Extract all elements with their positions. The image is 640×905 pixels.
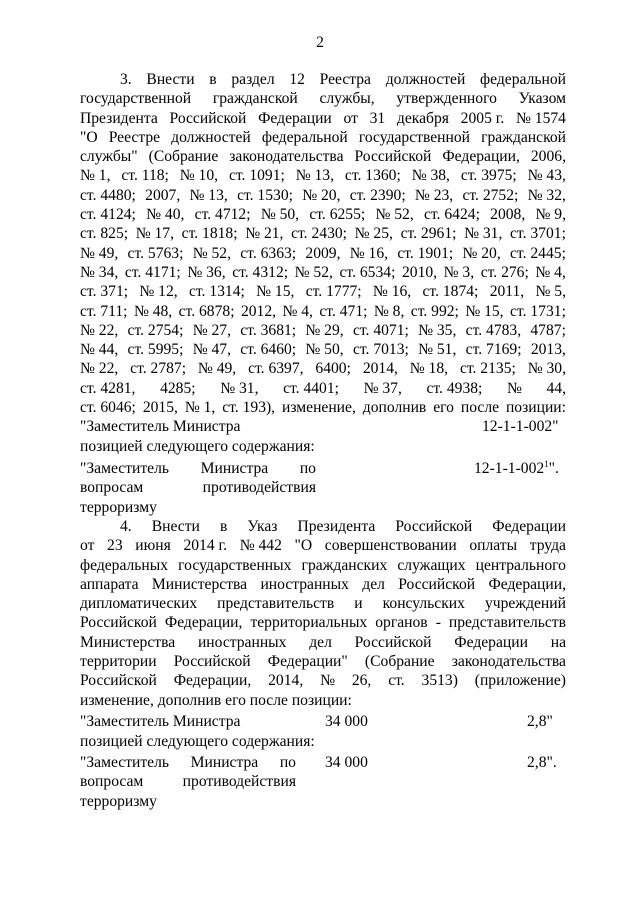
word: 2015, bbox=[142, 399, 178, 417]
word: Федерации" bbox=[267, 653, 348, 671]
word: № 5, bbox=[535, 283, 566, 301]
word: ст. 1777; bbox=[305, 283, 362, 301]
word: 26, bbox=[351, 672, 372, 690]
word: ст. 4124; bbox=[80, 206, 136, 224]
word: № 47, bbox=[192, 341, 231, 359]
word: ст. 2390; bbox=[349, 186, 406, 204]
word: ст. 5995; bbox=[127, 341, 184, 359]
word: ст. 471; bbox=[319, 302, 368, 320]
text-line bbox=[80, 244, 566, 263]
word: 2009, bbox=[305, 244, 341, 262]
word: территории bbox=[80, 653, 157, 671]
word: № 37, bbox=[363, 379, 402, 397]
word: "Заместитель bbox=[80, 460, 169, 477]
word: 2011, bbox=[489, 283, 525, 301]
word: федеральной bbox=[261, 128, 348, 146]
word: № 44, bbox=[80, 341, 119, 359]
word: ст. 1874; bbox=[422, 283, 479, 301]
word: Указ bbox=[247, 518, 278, 535]
word: ст. 6460; bbox=[240, 341, 297, 359]
word: ст. 2135; bbox=[459, 360, 516, 378]
word: "Заместитель bbox=[80, 754, 169, 771]
word: № 442 bbox=[239, 537, 282, 555]
word: Российской bbox=[80, 672, 157, 690]
word: "О bbox=[294, 537, 313, 555]
word: ст. 2430; bbox=[291, 225, 347, 243]
word: Российской bbox=[169, 109, 247, 127]
text-line bbox=[80, 575, 566, 594]
word: ст. 6363; bbox=[240, 244, 297, 262]
word: Министерства bbox=[151, 575, 248, 593]
word: 2014, bbox=[362, 360, 398, 378]
word: № 52, bbox=[192, 244, 231, 262]
word: ст. 4281, bbox=[80, 379, 136, 397]
text-line bbox=[80, 70, 566, 89]
word: гражданской bbox=[481, 128, 566, 146]
word: позиции: bbox=[505, 399, 566, 417]
word: ст. 4712; bbox=[194, 206, 251, 224]
word: № 51, bbox=[418, 341, 457, 359]
word: № 48, bbox=[133, 302, 173, 320]
word: иностранных bbox=[197, 633, 287, 651]
word: ст. 4480; bbox=[80, 186, 136, 204]
word: изменение, bbox=[282, 399, 356, 417]
word: Министра bbox=[200, 460, 269, 477]
text-line bbox=[80, 652, 566, 671]
word: ст. 118; bbox=[121, 167, 169, 185]
word: № 35, bbox=[418, 321, 457, 339]
item-4-new-position-title: "Заместитель Министра по вопросам противодействия терроризму bbox=[80, 754, 296, 810]
word: ст. 4312; bbox=[232, 263, 289, 281]
word: Федерации, bbox=[488, 575, 566, 593]
word: № 12, bbox=[139, 283, 178, 301]
text-line bbox=[80, 302, 566, 321]
word: государственной bbox=[358, 128, 470, 146]
word: № 49, bbox=[80, 244, 119, 262]
word: 12 bbox=[289, 71, 305, 88]
word: (Собрание bbox=[148, 148, 219, 166]
word: службы, bbox=[319, 90, 375, 108]
word: Российской bbox=[173, 653, 251, 671]
item-4-existing-coef: 2,8" bbox=[527, 713, 553, 730]
page-number: 2 bbox=[316, 34, 324, 51]
word: ст. 1901; bbox=[397, 244, 454, 262]
word: № 25, bbox=[354, 225, 393, 243]
word: ст. 4171; bbox=[124, 263, 181, 281]
word: дополнив bbox=[362, 399, 427, 417]
text-line bbox=[80, 671, 566, 690]
word: труда bbox=[529, 537, 566, 555]
word: ст. 4071; bbox=[352, 321, 409, 339]
word: № 29, bbox=[305, 321, 344, 339]
word: ст. 1091; bbox=[228, 167, 285, 185]
word: государственной bbox=[80, 90, 192, 108]
word: № 27, bbox=[192, 321, 231, 339]
word: № 50, bbox=[305, 341, 344, 359]
word: № 22, bbox=[80, 360, 119, 378]
word: от bbox=[80, 537, 95, 555]
word: ст. 1360; bbox=[344, 167, 401, 185]
word: иностранных bbox=[260, 575, 349, 593]
word: Российской bbox=[354, 148, 432, 166]
word: № 32, bbox=[527, 186, 566, 204]
word: по bbox=[279, 754, 296, 771]
word: Федерации, bbox=[173, 672, 252, 690]
word: № 52, bbox=[375, 206, 414, 224]
word: (приложение) bbox=[474, 672, 566, 690]
word: № bbox=[320, 672, 335, 690]
word: № 40, bbox=[146, 206, 185, 224]
word: Российской bbox=[395, 518, 473, 535]
word: № 31, bbox=[464, 225, 503, 243]
word: ст. 3681; bbox=[240, 321, 297, 339]
word: в bbox=[219, 518, 228, 535]
word: ст. 4938; bbox=[426, 379, 483, 397]
text-line bbox=[80, 556, 566, 575]
word: центрального bbox=[475, 556, 566, 574]
word: 4285; bbox=[160, 379, 196, 397]
word: № 23, bbox=[414, 186, 454, 204]
word: и bbox=[354, 595, 363, 613]
word: № 16, bbox=[372, 283, 412, 301]
word: ст. 6534; bbox=[339, 263, 396, 281]
word: законодательства bbox=[229, 148, 344, 166]
word: 4. bbox=[120, 518, 132, 535]
item-3-existing-position bbox=[80, 417, 240, 436]
word: гражданских bbox=[301, 556, 388, 574]
word: совершенствовании bbox=[324, 537, 457, 555]
word: должностей bbox=[385, 71, 466, 88]
word: Министерства bbox=[80, 633, 176, 651]
word: ст. 2961; bbox=[400, 225, 457, 243]
word: учреждений bbox=[484, 595, 566, 613]
word: 6400; bbox=[315, 360, 351, 378]
word: ст. 6878; bbox=[178, 302, 235, 320]
word: 3. bbox=[120, 71, 132, 88]
word: ст. 6046; bbox=[80, 399, 136, 417]
word: 2006, bbox=[530, 148, 566, 166]
word: ст. 1530; bbox=[237, 186, 293, 204]
word: ст. 371; bbox=[80, 283, 129, 301]
item-4-paragraph bbox=[80, 517, 566, 710]
word: 31 bbox=[369, 109, 386, 127]
text-line bbox=[80, 128, 566, 147]
word: Российской bbox=[354, 633, 432, 651]
word: № 34, bbox=[80, 263, 119, 281]
item-4-new-coef: 2,8". bbox=[527, 754, 557, 771]
word: 2014 г. bbox=[183, 537, 228, 555]
word: по bbox=[299, 460, 316, 477]
word: № 15, bbox=[256, 283, 295, 301]
word: аппарата bbox=[80, 575, 139, 593]
word: ст. 4401; bbox=[283, 379, 339, 397]
word: № 1, bbox=[184, 399, 216, 417]
word: № 22, bbox=[80, 321, 119, 339]
word: № 31, bbox=[220, 379, 259, 397]
word: службы" bbox=[80, 148, 138, 166]
word: Внести bbox=[151, 518, 200, 535]
word: ст. bbox=[388, 672, 405, 690]
word: Указом bbox=[518, 90, 566, 108]
word: июня bbox=[135, 537, 171, 555]
word: вопросам bbox=[80, 479, 144, 497]
text-line bbox=[80, 379, 566, 398]
word: № 1, bbox=[80, 167, 111, 185]
word: ст. 6424; bbox=[424, 206, 480, 224]
word: № 8, bbox=[373, 302, 405, 320]
text-line bbox=[80, 594, 566, 613]
word: 3513) bbox=[421, 672, 458, 690]
word: Министра bbox=[190, 754, 259, 771]
item-4-follow-text: позицией следующего содержания: bbox=[80, 733, 315, 750]
word: должностей bbox=[171, 128, 251, 146]
word: ст. 276; bbox=[480, 263, 529, 281]
word: № 38, bbox=[411, 167, 450, 185]
word: ст. 3701; bbox=[510, 225, 566, 243]
word: Федерации, bbox=[442, 148, 520, 166]
word: гражданской bbox=[212, 90, 298, 108]
word: законодательства bbox=[451, 653, 566, 671]
word: № 13, bbox=[189, 186, 228, 204]
word: Федерации bbox=[492, 518, 566, 535]
text-line bbox=[80, 359, 566, 378]
text-line bbox=[80, 321, 566, 340]
word: органов bbox=[375, 614, 428, 632]
item-4-text bbox=[80, 517, 566, 691]
word: "О bbox=[80, 128, 98, 146]
text-line bbox=[80, 517, 566, 536]
word: ст. 2752; bbox=[462, 186, 519, 204]
word: дипломатических bbox=[80, 595, 198, 613]
word: ст. 6397, bbox=[248, 360, 304, 378]
word: ст. 3975; bbox=[460, 167, 517, 185]
word: ст. 2754; bbox=[127, 321, 184, 339]
word: № 18, bbox=[409, 360, 449, 378]
text-line bbox=[80, 224, 566, 243]
word: № 36, bbox=[187, 263, 226, 281]
word: 2010, bbox=[401, 263, 438, 281]
text-line bbox=[80, 186, 566, 205]
item-4-new-salary: 34 000 bbox=[325, 754, 368, 771]
word: утвержденного bbox=[396, 90, 497, 108]
word: № bbox=[506, 379, 522, 397]
word: № 10, bbox=[179, 167, 219, 185]
word: федеральных bbox=[80, 556, 169, 574]
word: (Собрание bbox=[364, 653, 435, 671]
text-line bbox=[80, 340, 566, 359]
word: 44, bbox=[546, 379, 566, 397]
word: противодействия bbox=[182, 773, 296, 791]
word: № 20, bbox=[302, 186, 341, 204]
word: ст. 711; bbox=[80, 302, 128, 320]
word: от bbox=[343, 109, 358, 127]
word: ст. 2445; bbox=[510, 244, 566, 262]
word: ст. 825; bbox=[80, 225, 129, 243]
word: 2013, bbox=[530, 341, 566, 359]
word: № 15, bbox=[465, 302, 504, 320]
text-line bbox=[80, 613, 566, 632]
word: № 4, bbox=[535, 263, 566, 281]
text-line bbox=[80, 263, 566, 282]
word: ст. 7169; bbox=[465, 341, 522, 359]
word: представительств bbox=[217, 595, 335, 613]
word: № 30, bbox=[527, 360, 566, 378]
word: 4787; bbox=[530, 321, 566, 339]
word: консульских bbox=[382, 595, 465, 613]
word: Федерации bbox=[258, 109, 332, 127]
item-3-follow-text: позицией следующего содержания: bbox=[80, 438, 315, 455]
word: государственных bbox=[178, 556, 292, 574]
word: 2005 г. bbox=[460, 109, 505, 127]
text-line bbox=[80, 398, 566, 417]
item-3-new-code: $12-1-1-002^1$". bbox=[474, 459, 559, 477]
word: 2007, bbox=[145, 186, 181, 204]
word: ст. 2787; bbox=[130, 360, 187, 378]
word: Президента bbox=[80, 109, 158, 127]
text-line bbox=[80, 282, 566, 301]
text-line bbox=[80, 633, 566, 652]
word: Внести bbox=[146, 71, 195, 88]
text-line bbox=[80, 89, 566, 108]
word: № 16, bbox=[349, 244, 389, 262]
word: ст. 7013; bbox=[352, 341, 409, 359]
word: № 43, bbox=[527, 167, 566, 185]
word: федеральной bbox=[480, 71, 566, 88]
word: 2008, bbox=[490, 206, 526, 224]
word: Реестре bbox=[108, 128, 161, 146]
item-4-existing-position: "Заместитель Министра bbox=[80, 713, 241, 730]
word: № 52, bbox=[294, 263, 333, 281]
item-3-new-position-title: "Заместитель Министра по вопросам противодействия терроризму bbox=[80, 460, 316, 516]
word: Российской bbox=[80, 614, 157, 632]
word: декабря bbox=[396, 109, 449, 127]
word: Российской bbox=[398, 575, 476, 593]
text-line bbox=[80, 166, 566, 185]
item-3-text bbox=[80, 70, 566, 417]
word: ст. 1731; bbox=[510, 302, 566, 320]
text-line bbox=[80, 205, 566, 224]
word: ст. 1314; bbox=[188, 283, 245, 301]
word: Федерации, bbox=[164, 614, 243, 632]
word: № 17, bbox=[135, 225, 175, 243]
word: раздел bbox=[231, 71, 275, 88]
word: № 50, bbox=[260, 206, 300, 224]
word: противодействия bbox=[202, 479, 316, 497]
word: 2012, bbox=[240, 302, 277, 320]
word: Президента bbox=[297, 518, 376, 535]
text-line bbox=[80, 536, 566, 555]
word: ст. 1818; bbox=[181, 225, 238, 243]
item-4-existing-salary: 34 000 bbox=[325, 713, 368, 730]
word: № 13, bbox=[295, 167, 335, 185]
text-line bbox=[80, 147, 566, 166]
word: № 4, bbox=[282, 302, 313, 320]
item-3-paragraph bbox=[80, 70, 566, 417]
word: дел bbox=[309, 633, 332, 651]
word: на bbox=[550, 633, 566, 651]
word: Реестра bbox=[319, 71, 371, 88]
word: территориальных bbox=[250, 614, 368, 632]
word: № 20, bbox=[462, 244, 501, 262]
word: - bbox=[435, 614, 441, 632]
word: № 49, bbox=[197, 360, 237, 378]
word: № 21, bbox=[245, 225, 284, 243]
item-4-last-line: изменение, дополнив его после позиции: bbox=[80, 691, 352, 709]
word: Федерации bbox=[454, 633, 528, 651]
word: его bbox=[433, 399, 454, 417]
word: № 1574 bbox=[516, 109, 566, 127]
word: дел bbox=[362, 575, 385, 593]
item-3-existing-code: 12-1-1-002" bbox=[482, 418, 559, 435]
word: оплаты bbox=[469, 537, 518, 555]
word: вопросам bbox=[80, 773, 144, 791]
word: ст. 4783, bbox=[465, 321, 522, 339]
word: в bbox=[209, 71, 217, 88]
word: после bbox=[460, 399, 500, 417]
word: № 3, bbox=[443, 263, 475, 281]
word: ст. 992; bbox=[410, 302, 459, 320]
word: № 9, bbox=[535, 206, 566, 224]
word: служащих bbox=[397, 556, 466, 574]
word: 2014, bbox=[268, 672, 304, 690]
word: представительств bbox=[448, 614, 566, 632]
word: 23 bbox=[107, 537, 123, 555]
word: ст. 6255; bbox=[309, 206, 366, 224]
word: ст. 5763; bbox=[127, 244, 184, 262]
existing-position-title: "Заместитель Министра bbox=[80, 418, 241, 435]
word: ст. 193), bbox=[222, 399, 276, 417]
text-line bbox=[80, 109, 566, 128]
